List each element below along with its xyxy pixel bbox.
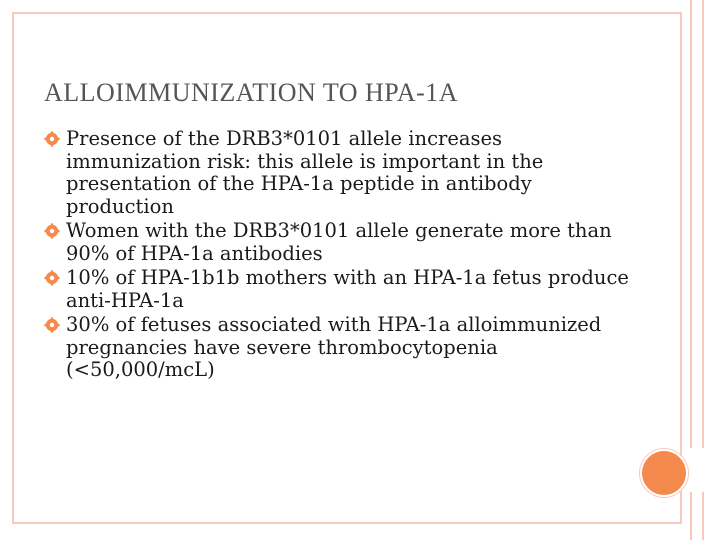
- gear-icon: [44, 317, 60, 333]
- bullet-list: [44, 128, 634, 384]
- bullet-text: 30% of fetuses associated with HPA-1a alloimmunized pregnancies have severe thrombocytopenia (<50,000/mcL): [66, 313, 602, 381]
- bullet-text: Women with the DRB3*0101 allele generate more than 90% of HPA-1a antibodies: [66, 219, 612, 265]
- gear-icon: [44, 223, 60, 239]
- decorative-line: [690, 492, 692, 540]
- bullet-item: [44, 128, 634, 218]
- decorative-circle: [640, 449, 688, 497]
- bullet-text: Presence of the DRB3*0101 allele increases immunization risk: this allele is important in the presentation of the HPA-1a peptide in antibody production: [66, 127, 544, 218]
- decorative-line: [702, 0, 704, 448]
- gear-icon: [44, 270, 60, 286]
- bullet-text: 10% of HPA-1b1b mothers with an HPA-1a fetus produce anti-HPA-1a: [66, 266, 629, 312]
- gear-icon: [44, 131, 60, 147]
- slide-title: ALLOIMMUNIZATION TO HPA-1A: [44, 78, 459, 107]
- decorative-line: [690, 0, 692, 448]
- bullet-item: [44, 220, 634, 265]
- bullet-item: [44, 314, 634, 382]
- bullet-item: [44, 267, 634, 312]
- decorative-line: [702, 492, 704, 540]
